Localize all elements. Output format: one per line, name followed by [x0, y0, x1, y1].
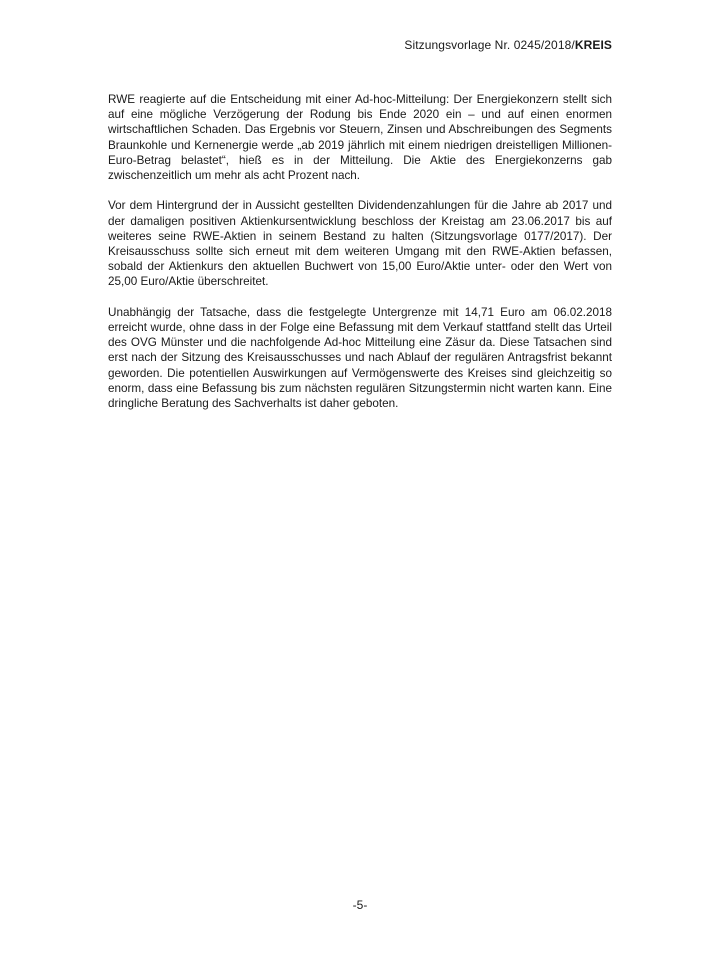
page-number: -5-: [352, 898, 368, 912]
header-reference-number: Sitzungsvorlage Nr. 0245/2018/: [404, 38, 575, 52]
page-header: [404, 38, 612, 52]
paragraph-rwe-ad-hoc: RWE reagierte auf die Entscheidung mit einer Ad-hoc-Mitteilung: Der Energiekonzern stellt sich auf eine mögliche Verzögerung der Rodung bis Ende 2020 ein – und auf einen enormen wirtschaftlichen Schaden. Das Ergebnis vor Steuern, Zinsen und Abschreibungen des Segments Braunkohle und Kernenergie werde „ab 2019 jährlich mit einem niedrigen dreistelligen Millionen-Euro-Betrag belastet“, hieß es in der Mitteilung. Die Aktie des Energiekonzerns gab zwischenzeitlich um mehr als acht Prozent nach.: [108, 93, 612, 183]
paragraph-kreistag-decision: Vor dem Hintergrund der in Aussicht gestellten Dividendenzahlungen für die Jahre ab 2017 und der damaligen positiven Aktienkursentwicklung beschloss der Kreistag am 23.06.2017 bis auf weiteres seine RWE-Aktien in seinem Bestand zu halten (Sitzungsvorlage 0177/2017). Der Kreisausschuss sollte sich erneut mit dem weiteren Umgang mit den RWE-Aktien befassen, sobald der Aktienkurs den aktuellen Buchwert von 15,00 Euro/Aktie unter- oder den Wert von 25,00 Euro/Aktie überschreitet.: [108, 199, 612, 289]
document-body: [108, 92, 612, 426]
paragraph-urgency: Unabhängig der Tatsache, dass die festgelegte Untergrenze mit 14,71 Euro am 06.02.2018 erreicht wurde, ohne dass in der Folge eine Befassung mit dem Verkauf stattfand stellt das Urteil des OVG Münster und die nachfolgende Ad-hoc Mitteilung eine Zäsur da. Diese Tatsachen sind erst nach der Sitzung des Kreisausschusses und nach Ablauf der regulären Antragsfrist bekannt geworden. Die potentiellen Auswirkungen auf Vermögenswerte des Kreises sind gleichzeitig so enorm, dass eine Befassung bis zum nächsten regulären Sitzungstermin nicht warten kann. Eine dringliche Beratung des Sachverhalts ist daher geboten.: [108, 305, 612, 411]
header-reference-suffix: KREIS: [574, 38, 612, 52]
